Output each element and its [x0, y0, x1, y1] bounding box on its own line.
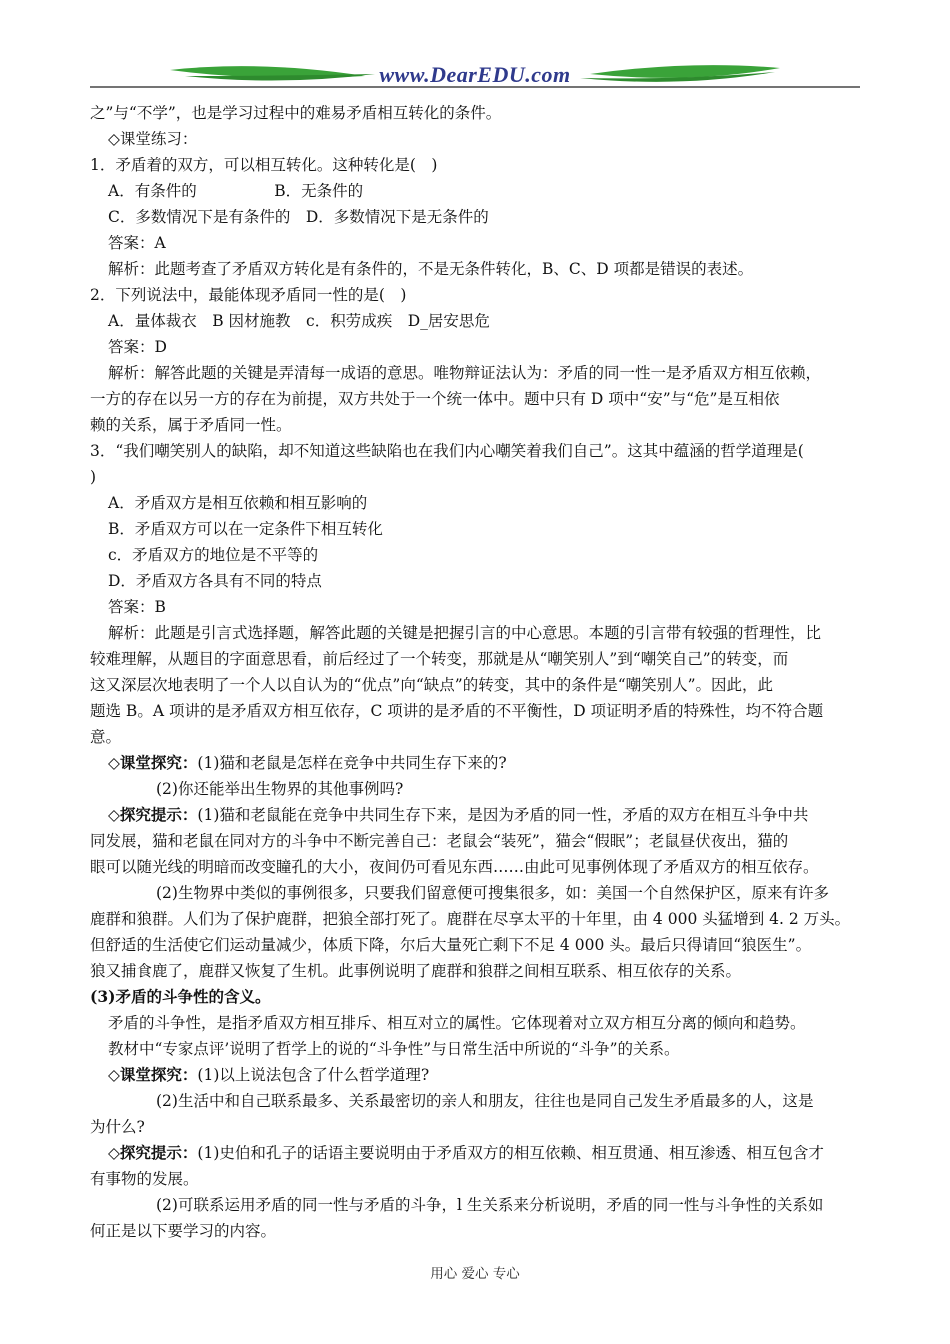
line-text: (2)生物界中类似的事例很多，只要我们留意便可搜集很多，如：美国一个自然保护区，原来有许多	[156, 884, 829, 902]
text-line	[90, 1218, 860, 1244]
text-line	[90, 360, 860, 386]
text-line	[90, 984, 860, 1010]
line-text: 这又深层次地表明了一个人以自认为的“优点”向“缺点”的转变，其中的条件是“嘲笑别人”。因此，此	[90, 676, 774, 694]
bold-label: ◇课堂探究：	[108, 1065, 198, 1084]
line-text: (1)史伯和孔子的话语主要说明由于矛盾双方的相互依赖、相互贯通、相互渗透、相互包含才	[197, 1144, 824, 1162]
text-line	[90, 1114, 860, 1140]
line-text: A．矛盾双方是相互依赖和相互影响的	[108, 494, 368, 512]
text-line	[90, 386, 860, 412]
text-line	[90, 568, 860, 594]
line-text: D．矛盾双方各具有不同的特点	[108, 572, 322, 590]
text-line	[90, 906, 860, 932]
text-line	[90, 126, 860, 152]
line-text: 同发展，猫和老鼠在同对方的斗争中不断完善自己：老鼠会“装死”，猫会“假眠”；老鼠昼伏夜出，猫的	[90, 832, 789, 850]
line-text: 有事物的发展。	[90, 1170, 199, 1188]
text-line	[90, 880, 860, 906]
line-text: 鹿群和狼群。人们为了保护鹿群，把狼全部打死了。鹿群在尽享太平的十年里，由 4 000 头猛增到 4. 2 万头。	[90, 910, 851, 928]
line-text: 解析：解答此题的关键是弄清每一成语的意思。唯物辩证法认为：矛盾的同一性一是矛盾双方相互依赖，	[108, 364, 822, 382]
text-line	[90, 100, 860, 126]
line-text: 解析：此题考查了矛盾双方转化是有条件的，不是无条件转化，B、C、D 项都是错误的表述。	[108, 260, 754, 278]
line-text: 为什么?	[90, 1118, 145, 1136]
text-line	[90, 828, 860, 854]
text-line	[90, 698, 860, 724]
page-footer: 用心 爱心 专心	[430, 1266, 520, 1282]
line-text: 眼可以随光线的明暗而改变瞳孔的大小，夜间仍可看见东西……由此可见事例体现了矛盾双方的相互依存。	[90, 858, 819, 876]
text-line	[90, 464, 860, 490]
line-text: 答案：D	[108, 338, 167, 356]
bold-label: ◇探究提示：	[108, 805, 198, 824]
text-line	[90, 1166, 860, 1192]
line-text: (1)猫和老鼠是怎样在竞争中共同生存下来的?	[197, 754, 507, 772]
text-line	[90, 230, 860, 256]
bold-label: ◇	[108, 129, 120, 148]
line-text: 狼又捕食鹿了，鹿群又恢复了生机。此事例说明了鹿群和狼群之间相互联系、相互依存的关系。	[90, 962, 742, 980]
text-line	[90, 724, 860, 750]
text-line	[90, 620, 860, 646]
line-text: 赖的关系，属于矛盾同一性。	[90, 416, 292, 434]
line-text: 矛盾的斗争性，是指矛盾双方相互排斥、相互对立的属性。它体现着对立双方相互分离的倾向和趋势。	[108, 1014, 806, 1032]
line-text: 解析：此题是引言式选择题，解答此题的关键是把握引言的中心意思。本题的引言带有较强的哲理性，比	[108, 624, 822, 642]
text-line	[90, 802, 860, 828]
text-line	[90, 594, 860, 620]
text-line	[90, 932, 860, 958]
bold-label: ◇课堂探究：	[108, 753, 198, 772]
line-text: A．量体裁衣 B 因材施教 c．积劳成疾 D_居安思危	[108, 312, 490, 330]
line-text: C．多数情况下是有条件的 D．多数情况下是无条件的	[108, 208, 489, 226]
text-line	[90, 1140, 860, 1166]
document-body	[90, 100, 860, 1244]
line-text: 意。	[90, 728, 122, 746]
line-text: 答案：A	[108, 234, 166, 252]
text-line	[90, 672, 860, 698]
text-line	[90, 490, 860, 516]
line-text: 较难理解，从题目的字面意思看，前后经过了一个转变，那就是从“嘲笑别人”到“嘲笑自己”的转变，而	[90, 650, 789, 668]
line-text: 课堂练习：	[119, 130, 198, 148]
page-header	[90, 60, 860, 92]
line-text: 之”与“不学”，也是学习过程中的难易矛盾相互转化的条件。	[90, 104, 502, 122]
text-line	[90, 1036, 860, 1062]
line-text: 但舒适的生活使它们运动量减少，体质下降，尔后大量死亡剩下不足 4 000 头。最后只得请回“狼医生”。	[90, 936, 812, 954]
line-text: 一方的存在以另一方的存在为前提，双方共处于一个统一体中。题中只有 D 项中“安”与“危”是互相依	[90, 390, 780, 408]
line-text: 题选 B。A 项讲的是矛盾双方相互依存，C 项讲的是矛盾的不平衡性，D 项证明矛盾的特殊性，均不符合题	[90, 702, 824, 720]
text-line	[90, 152, 860, 178]
text-line	[90, 776, 860, 802]
text-line	[90, 958, 860, 984]
line-text: (1)以上说法包含了什么哲学道理?	[197, 1066, 430, 1084]
line-text: (2)你还能举出生物界的其他事例吗?	[156, 780, 404, 798]
text-line	[90, 438, 860, 464]
text-line	[90, 1062, 860, 1088]
line-text: B．矛盾双方可以在一定条件下相互转化	[108, 520, 383, 538]
bold-label: (3)矛盾的斗争性的含义。	[90, 987, 271, 1006]
bold-label: ◇探究提示：	[108, 1143, 198, 1162]
text-line	[90, 646, 860, 672]
line-text: (2)可联系运用矛盾的同一性与矛盾的斗争，l 生关系来分析说明，矛盾的同一性与斗争性的关系如	[156, 1196, 824, 1214]
text-line	[90, 516, 860, 542]
line-text: c．矛盾双方的地位是不平等的	[108, 546, 319, 564]
text-line	[90, 256, 860, 282]
text-line	[90, 308, 860, 334]
text-line	[90, 412, 860, 438]
line-text: (1)猫和老鼠能在竞争中共同生存下来，是因为矛盾的同一性，矛盾的双方在相互斗争中共	[197, 806, 809, 824]
text-line	[90, 282, 860, 308]
text-line	[90, 204, 860, 230]
line-text: 教材中“专家点评’说明了哲学上的说的“斗争性”与日常生活中所说的“斗争”的关系。	[108, 1040, 680, 1058]
line-text: 2．下列说法中，最能体现矛盾同一性的是( )	[90, 286, 407, 304]
line-text: (2)生活中和自己联系最多、关系最密切的亲人和朋友，往往也是同自己发生矛盾最多的人，这是	[156, 1092, 814, 1110]
site-url: www.DearEDU.com	[379, 62, 571, 87]
text-line	[90, 1192, 860, 1218]
text-line	[90, 854, 860, 880]
text-line	[90, 1010, 860, 1036]
line-text: A．有条件的 B．无条件的	[108, 182, 364, 200]
text-line	[90, 750, 860, 776]
line-text: )	[90, 468, 97, 486]
line-text: 答案：B	[108, 598, 166, 616]
line-text: 3．“我们嘲笑别人的缺陷，却不知道这些缺陷也在我们内心嘲笑着我们自己”。这其中蕴涵的哲学道理是(	[90, 442, 804, 460]
line-text: 1．矛盾着的双方，可以相互转化。这种转化是( )	[90, 156, 438, 174]
text-line	[90, 1088, 860, 1114]
text-line	[90, 542, 860, 568]
line-text: 何正是以下要学习的内容。	[90, 1222, 277, 1240]
text-line	[90, 178, 860, 204]
text-line	[90, 334, 860, 360]
